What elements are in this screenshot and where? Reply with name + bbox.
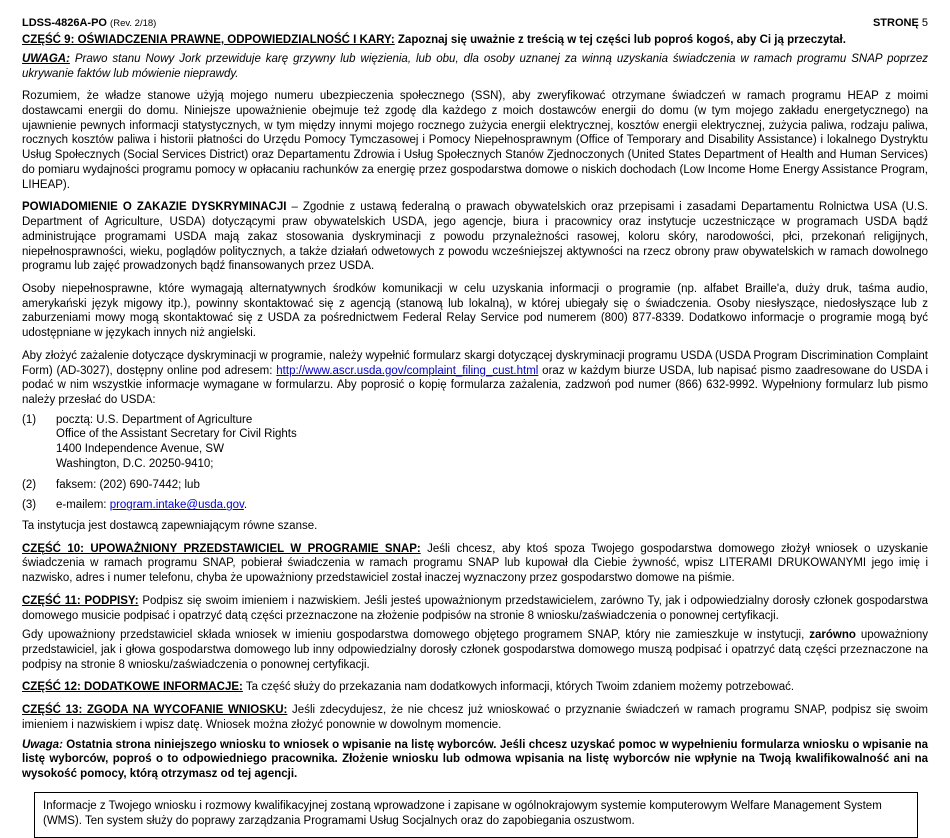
section-13-text: Jeśli zdecydujesz, że nie chcesz już wnioskować o przyznanie świadczeń w ramach programu SNAP, podpisz się swoim imieniem i nazwiskiem i wpisz datę. Wniosek można złożyć ponownie w dowolnym momencie. xyxy=(22,704,928,731)
section-9-warning xyxy=(22,52,928,81)
page-number-block xyxy=(873,16,928,30)
contact-line: pocztą: U.S. Department of Agriculture xyxy=(56,413,253,426)
warning-text: Prawo stanu Nowy Jork przewiduje karę grzywny lub więzienia, lub obu, dla osoby uznanej za winną uzyskania świadczenia w ramach programu SNAP poprzez ukrywanie faktów lub mówienie nieprawdy. xyxy=(22,52,928,80)
contact-item-mail xyxy=(22,413,928,472)
contact-item-number-1: (1) xyxy=(22,413,37,426)
section-12 xyxy=(22,680,928,695)
contact-item-lines-3 xyxy=(56,498,247,513)
contact-line: faksem: (202) 690-7442; lub xyxy=(56,478,200,491)
warning-label: UWAGA: xyxy=(22,52,70,65)
section-13-note-label: Uwaga: xyxy=(22,738,63,751)
section-9-paragraph-1: Rozumiem, że władze stanowe użyją mojego numeru ubezpieczenia społecznego (SSN), aby zweryfikować otrzymane świadczeń w ramach programu HEAP z moimi dostawcami energii do domu. Niniejsze upoważnienie obejmuje też zgodę dla każdego z moich dostawców energii do domu (w tym mojego zakładu energetycznego) na ujawnienie pewnych informacji statystycznych, w tym między innymi mojego rocznego zużycia energii elektrycznej, kosztów energii elektrycznej, zużycia paliwa, rodzaju paliwa, rocznych kosztów paliwa i historii płatności do Urzędu Pomocy Tymczasowej i Pomocy Niepełnosprawnym (Office of Temporary and Disability Assistance) i lokalnego Dystryktu Usług Społecznych (Social Services District) oraz Departamentu Zdrowia i Usług Społecznych Stanów Zjednoczonych (United States Department of Health and Human Services) do pomiaru wydajności programu pomocy w opłacaniu rachunków za energię przez gospodarstwa domowe o niskich dochodach (Low Income Home Energy Assistance Program, LIHEAP). xyxy=(22,90,928,191)
nondiscrimination-text: – Zgodnie z ustawą federalną o prawach obywatelskich oraz przepisami i zasadami Departamentu Rolnictwa USA (U.S. Department of Agriculture, USDA) dotyczącymi praw obywatelskich USDA, jego agencje, biura i pracownicy oraz instytucje uczestniczące w programach USDA bądź administrujące programami USDA mają zakaz stosowania dyskryminacji z powodu przynależności rasowej, koloru skóry, narodowości, płci, przekonań religijnych, niepełnosprawności, wieku, poglądów politycznych, a także działań odwetowych z powodu wcześniejszej aktywności na rzecz obrony praw obywatelskich w ramach dowolnego programu lub zajęć prowadzonych bądź finansowanych przez USDA. xyxy=(22,201,928,273)
form-id xyxy=(22,16,156,30)
section-11-p2-emphasis: zarówno xyxy=(809,629,856,642)
contact-line: Office of the Assistant Secretary for Civil Rights xyxy=(56,428,297,441)
section-9-heading xyxy=(22,33,928,48)
contact-line xyxy=(56,498,247,513)
section-13 xyxy=(22,703,928,732)
section-9-title: CZĘŚĆ 9: OŚWIADCZENIA PRAWNE, ODPOWIEDZIALNOŚĆ I KARY: xyxy=(22,34,395,47)
contact-item-lines-2 xyxy=(56,478,200,493)
section-11 xyxy=(22,594,928,623)
section-11-p2-before: Gdy upoważniony przedstawiciel składa wniosek w imieniu gospodarstwa domowego objętego programem SNAP, który nie zamieszkuje w instytucji, xyxy=(22,629,810,642)
complaint-text-before-link: Aby złożyć zażalenie dotyczące dyskryminacji w programie, należy wypełnić formularz skargi dotyczącej dyskryminacji programu USDA (USDA Program Discrimination Complaint Form) (AD-3027), dostępny online pod adresem: xyxy=(22,349,928,377)
section-9-closing: Ta instytucja jest dostawcą zapewniającym równe szanse. xyxy=(22,520,318,532)
page-header xyxy=(22,16,928,30)
wms-notice-text: Informacje z Twojego wniosku i rozmowy kwalifikacyjnej zostaną wprowadzone i zapisane w ogólnokrajowym systemie komputerowym Welfare Management System (WMS). Ten system służy do poprawy zarządzania Programami Usług Socjalnych oraz do zapobiegania oszustwom. xyxy=(43,799,882,827)
section-12-text: Ta część służy do przekazania nam dodatkowych informacji, których Twoim zdaniem możemy potrzebować. xyxy=(242,681,795,694)
form-revision: (Rev. 2/18) xyxy=(110,18,157,29)
contact-line: Washington, D.C. 20250-9410; xyxy=(56,457,214,470)
email-trailing-punctuation: . xyxy=(243,499,248,512)
section-11-title: CZĘŚĆ 11: PODPISY: xyxy=(22,594,139,607)
usda-complaint-form-link[interactable]: http://www.ascr.usda.gov/complaint_filing_cust.html xyxy=(276,364,539,377)
wms-notice-box xyxy=(34,792,918,838)
contact-item-lines-1 xyxy=(56,413,297,472)
section-9-paragraph-3: Osoby niepełnosprawne, które wymagają alternatywnych środków komunikacji w celu uzyskania informacji o programie (np. alfabet Braille'a, duży druk, taśma audio, amerykański język migowy itp.), powinny skontaktować się z agencją (stanową lub lokalną), w której ubiegały się o świadczenia. Osoby niesłyszące, niedosłyszące lub z zaburzeniami mowy mogą skontaktować się z USDA za pośrednictwem Federal Relay Service pod numerem (800) 877-8339. Dodatkowo informacje o programie mogą być udostępniane w językach innych niż angielski. xyxy=(22,282,928,340)
section-11-paragraph-2 xyxy=(22,628,928,672)
contact-item-fax xyxy=(22,478,928,493)
usda-email-link[interactable]: program.intake@usda.gov xyxy=(109,499,244,512)
contact-item-email xyxy=(22,498,928,513)
section-10-text: Jeśli chcesz, aby ktoś spoza Twojego gospodarstwa domowego złożył wniosek o uzyskanie świadczenia w ramach programu SNAP, pobierał świadczenia w ramach programu SNAP lub kupował dla Ciebie żywność, wpisz LITERAMI DRUKOWANYMI jego imię i nazwisko, adres i numer telefonu, chyba że upoważniony przedstawiciel został inaczej wyznaczony przez gospodarstwo domowe na piśmie. xyxy=(22,542,928,585)
section-9-subtitle: Zapoznaj się uważnie z treścią w tej części lub poproś kogoś, aby Ci ją przeczytał. xyxy=(397,34,846,47)
section-11-p2-after: upoważniony przedstawiciel, jak i głowa gospodarstwa domowego lub inny odpowiedzialny dorosły członek gospodarstwa domowego muszą podpisać i opatrzyć datą części przeznaczone na podpisy na stronie 8 wniosku/zaświadczenia o ponownej certyfikacji. xyxy=(22,629,928,671)
section-10-title: CZĘŚĆ 10: UPOWAŻNIONY PRZEDSTAWICIEL W PROGRAMIE SNAP: xyxy=(22,542,421,555)
contact-line: 1400 Independence Avenue, SW xyxy=(56,443,224,456)
section-10 xyxy=(22,542,928,586)
section-13-note xyxy=(22,738,928,782)
nondiscrimination-heading: POWIADOMIENIE O ZAKAZIE DYSKRYMINACJI xyxy=(22,201,287,214)
page-number: 5 xyxy=(921,17,928,29)
contact-item-number-2: (2) xyxy=(22,478,37,491)
complaint-text-after-link: oraz w każdym biurze USDA, lub napisać pismo zaadresowane do USDA i podać w nim wszystkie informacje wymagane w formularzu. Aby poprosić o kopię formularza zażalenia, zadzwoń pod numer (866) 632-9992. Wypełniony formularz lub pismo należy przesłać do USDA: xyxy=(22,364,928,406)
contact-item-number-3: (3) xyxy=(22,499,37,512)
section-11-text: Podpisz się swoim imieniem i nazwiskiem. Jeśli jesteś upoważnionym przedstawicielem, zarówno Ty, jak i odpowiedzialny dorosły członek gospodarstwa domowego musicie podpisać i opatrzyć datą części przeznaczone na złożenie podpisów na stronie 8 wniosku/zaświadczenia o ponownej certyfikacji. xyxy=(22,594,928,622)
section-9-paragraph-4 xyxy=(22,349,928,408)
section-13-note-text: Ostatnia strona niniejszego wniosku to wniosek o wpisanie na listę wyborców. Jeśli chcesz uzyskać pomoc w wypełnieniu formularza wniosku o wpisanie na listę wyborców, poproś o to odpowiedniego pracownika. Złożenie wniosku lub odmowa wpisania na listę wyborców nie wpłynie na Twoją kwalifikowalność ani na wysokość pomocy, którą otrzymasz od tej agencji. xyxy=(22,738,928,781)
section-9-paragraph-2 xyxy=(22,200,928,274)
usda-contact-list xyxy=(22,413,928,513)
section-12-title: CZĘŚĆ 12: DODATKOWE INFORMACJE: xyxy=(22,681,243,694)
form-id-text: LDSS-4826A-PO xyxy=(22,17,107,29)
email-label: e-mailem: xyxy=(56,499,110,512)
section-13-title: CZĘŚĆ 13: ZGODA NA WYCOFANIE WNIOSKU: xyxy=(22,704,288,717)
page-label: STRONĘ xyxy=(872,17,919,29)
